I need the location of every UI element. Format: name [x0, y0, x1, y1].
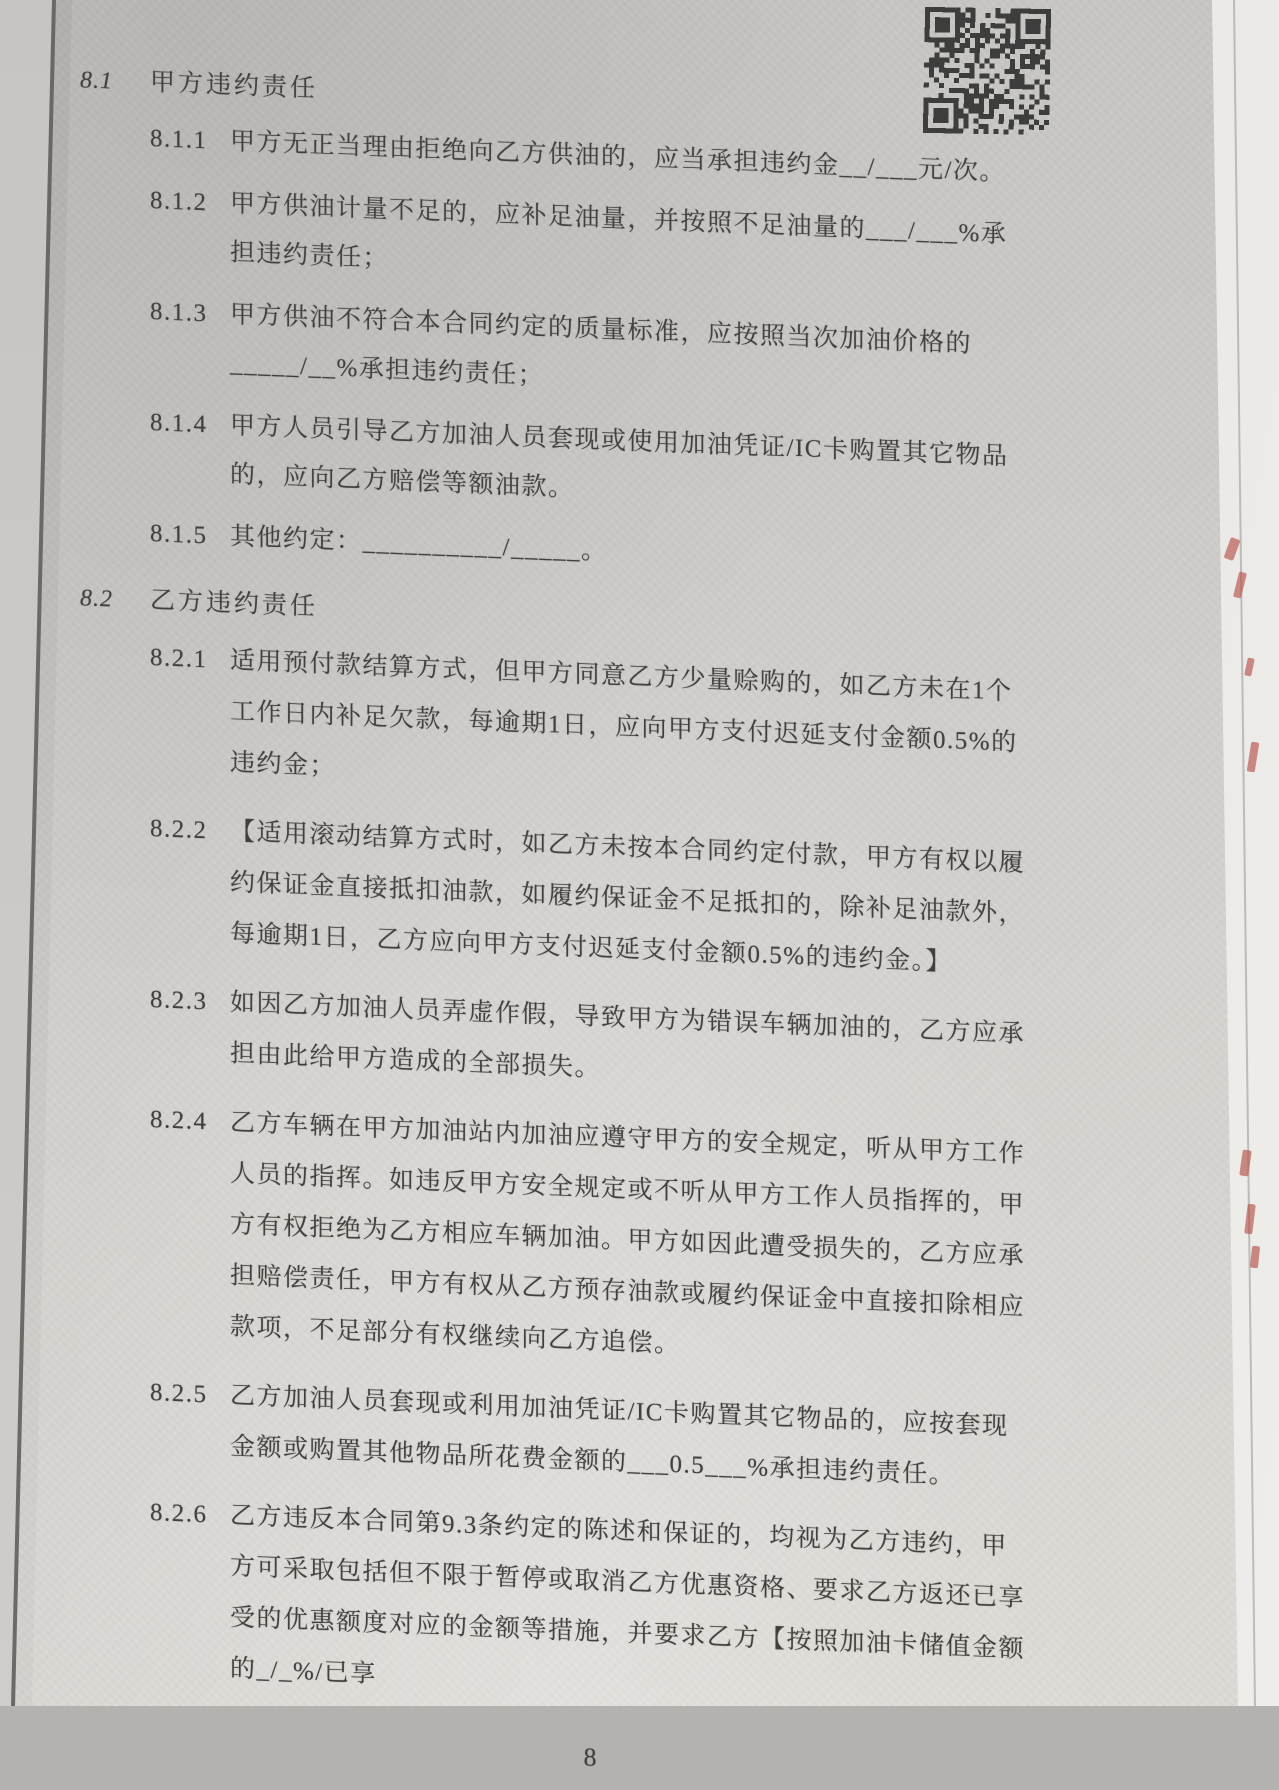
clause-text: 适用预付款结算方式，但甲方同意乙方少量赊购的，如乙方未在1个工作日内补足欠款，每逾期1日，应向甲方支付迟延支付金额0.5%的违约金； [230, 647, 1018, 781]
clause-number: 8.2.2 [150, 815, 208, 845]
clause-number: 8.1.1 [150, 125, 208, 155]
clause-text: 甲方供油计量不足的，应补足油量，并按照不足油量的___/___%承担违约责任； [230, 190, 1008, 273]
clause-number: 8.1.2 [150, 187, 208, 217]
clause-number: 8.1.4 [150, 409, 208, 439]
clause-number: 8.2.6 [150, 1499, 208, 1529]
clause-number: 8.2.5 [150, 1379, 208, 1409]
clause-8-2-3 [150, 974, 1030, 1111]
section-title: 甲方违约责任 [150, 69, 319, 103]
clause-text: 甲方人员引导乙方加油人员套现或使用加油凭证/IC卡购置其它物品的，应向乙方赔偿等额油款。 [230, 412, 1009, 503]
clause-text: 乙方车辆在甲方加油站内加油应遵守甲方的安全规定，听从甲方工作人员的指挥。如违反甲方安全规定或不听从甲方工作人员指挥的，甲方有权拒绝为乙方相应车辆加油。甲方如因此遭受损失的，乙方应承担赔偿责任，甲方有权从乙方预存油款或履约保证金中直接扣除相应款项，不足部分有权继续向乙方追偿。 [230, 1109, 1026, 1359]
section-title: 乙方违约责任 [150, 587, 319, 621]
clause-8-2-5 [150, 1367, 1030, 1504]
clause-text: 【适用滚动结算方式时，如乙方未按本合同约定付款，甲方有权以履约保证金直接抵扣油款，如履约保证金不足抵扣的，除补足油款外，每逾期1日，乙方应向甲方支付迟延支付金额0.5%的违约金。】 [230, 818, 1026, 977]
clause-8-2-1 [150, 632, 1030, 820]
clause-text: 甲方供油不符合本合同约定的质量标准，应按照当次加油价格的_____/__%承担违约责任； [230, 301, 973, 390]
clause-number: 8.2.1 [150, 644, 208, 674]
clause-number: 8.1.5 [150, 520, 208, 550]
clause-number: 8.2.3 [150, 986, 208, 1016]
section-number: 8.1 [80, 67, 113, 95]
clause-number: 8.2.4 [150, 1106, 208, 1136]
clause-text: 其他约定：__________/_____。 [230, 523, 608, 566]
clause-number: 8.1.3 [150, 298, 208, 328]
clause-8-1-4 [150, 398, 1030, 531]
clause-8-2-6 [150, 1487, 1030, 1726]
clause-text: 乙方违反本合同第9.3条约定的陈述和保证的，均视为乙方违约，甲方可采取包括但不限于暂停或取消乙方优惠资格、要求乙方返还已享受的优惠额度对应的金额等措施，并要求乙方【按照加油卡储值金额的_/_%/已享 [230, 1502, 1026, 1689]
clause-8-2-2 [150, 803, 1030, 991]
contract-text-block [80, 62, 1030, 1790]
page-number: 8 [583, 1742, 597, 1772]
clause-8-2-4 [150, 1094, 1030, 1384]
section-number: 8.2 [80, 585, 113, 613]
clause-text: 乙方加油人员套现或利用加油凭证/IC卡购置其它物品的，应按套现金额或购置其他物品所花费金额的___0.5___%承担违约责任。 [230, 1382, 1009, 1490]
clause-text: 如因乙方加油人员弄虚作假，导致甲方为错误车辆加油的，乙方应承担由此给甲方造成的全部损失。 [230, 989, 1026, 1083]
clause-text: 甲方无正当理由拒绝向乙方供油的，应当承担违约金__/___元/次。 [230, 128, 1006, 187]
clause-8-1-2 [150, 176, 1030, 309]
clause-8-1-3 [150, 287, 1030, 420]
